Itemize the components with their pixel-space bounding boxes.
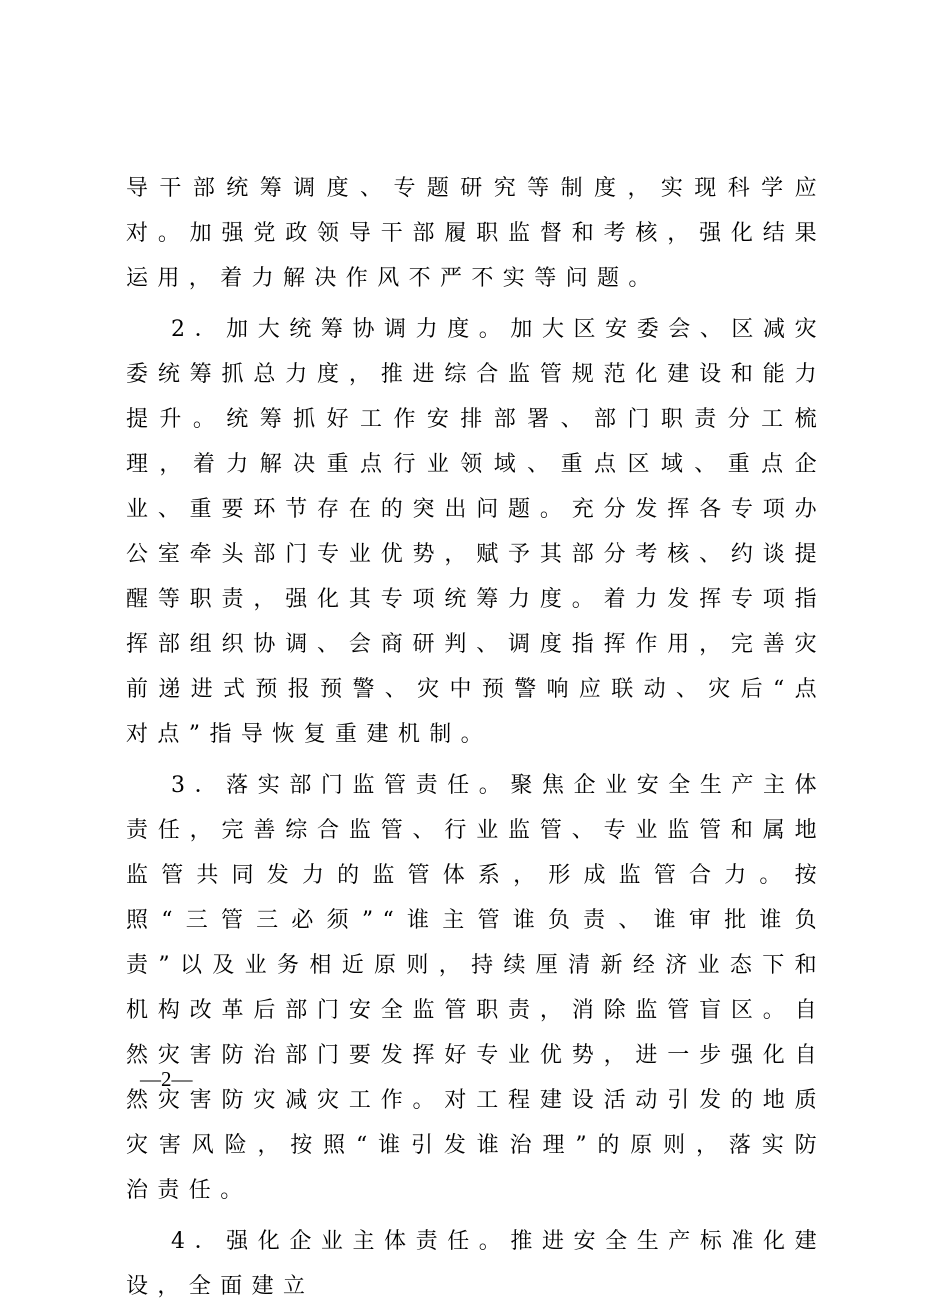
document-body xyxy=(126,166,826,1315)
paragraph-item-4: 4．强化企业主体责任。推进安全生产标准化建设，全面建立 xyxy=(126,1229,826,1299)
paragraph-item-3: 3．落实部门监管责任。聚焦企业安全生产主体责任，完善综合监管、行业监管、专业监管和属地监管共同发力的监管体系，形成监管合力。按照“三管三必须”“谁主管谁负责、谁审批谁负责”以及业务相近原则，持续厘清新经济业态下和机构改革后部门安全监管职责，消除监管盲区。自然灾害防治部门要发挥好专业优势，进一步强化自然灾害防灾减灾工作。对工程建设活动引发的地质灾害风险，按照“谁引发谁治理”的原则，落实防治责任。 xyxy=(126,773,826,1203)
page-number: —2— xyxy=(140,1067,193,1091)
paragraph-item-2: 2．加大统筹协调力度。加大区安委会、区减灾委统筹抓总力度，推进综合监管规范化建设和能力提升。统筹抓好工作安排部署、部门职责分工梳理，着力解决重点行业领域、重点区域、重点企业、重要环节存在的突出问题。充分发挥各专项办公室牵头部门专业优势，赋予其部分考核、约谈提醒等职责，强化其专项统筹力度。着力发挥专项指挥部组织协调、会商研判、调度指挥作用，完善灾前递进式预报预警、灾中预警响应联动、灾后“点对点”指导恢复重建机制。 xyxy=(126,317,826,747)
paragraph-continued: 导干部统筹调度、专题研究等制度，实现科学应对。加强党政领导干部履职监督和考核，强化结果运用，着力解决作风不严不实等问题。 xyxy=(126,176,826,291)
